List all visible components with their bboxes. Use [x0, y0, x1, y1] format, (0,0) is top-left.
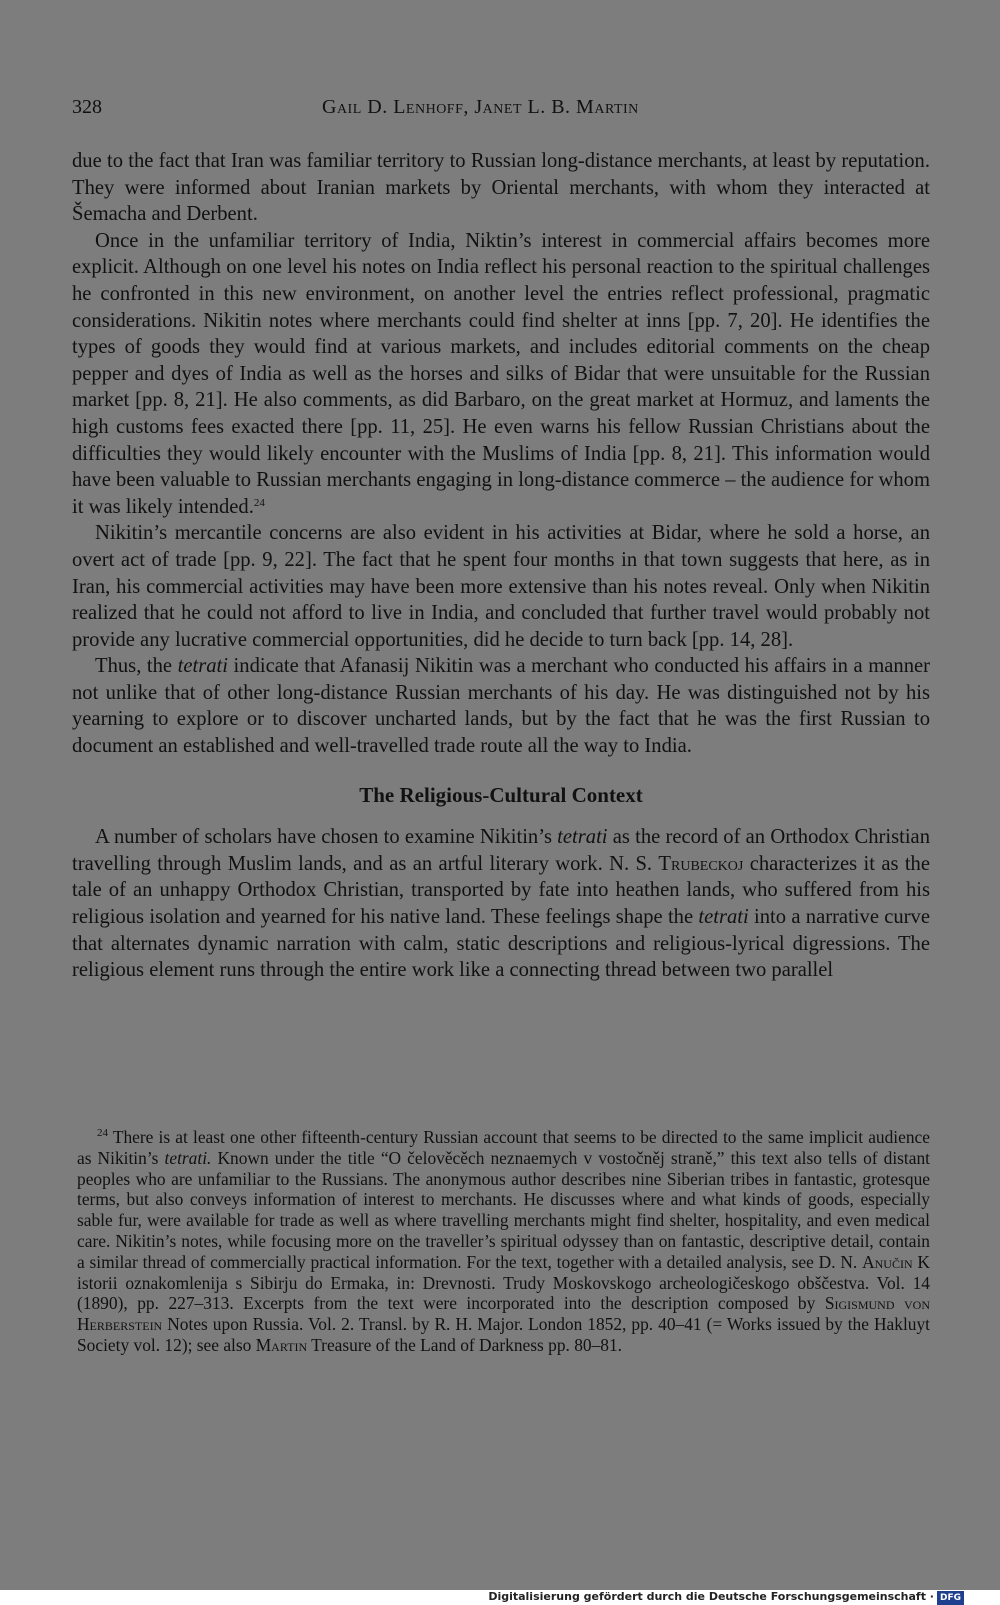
- footnote-text-1: There is at least one other fifteenth-century Russian account that seems to be directed to the same implicit audience as Nikitin’s: [77, 1127, 930, 1168]
- running-head: Gail D. Lenhoff, Janet L. B. Martin: [322, 96, 639, 118]
- paragraph-5-text-b: as the record of an Orthodox Christian travelling through Muslim lands, and as an artful literary work. N. S.: [72, 826, 930, 875]
- dfg-logo: DFG: [937, 1591, 964, 1605]
- footnote-number: 24: [97, 1127, 108, 1139]
- footnote-text-4: Notes upon Russia. Vol. 2. Transl. by R. H. Major. London 1852, pp. 40–41 (= Works issued by the Hakluyt Society vol. 12); see also: [77, 1314, 930, 1355]
- page-header: [72, 96, 928, 126]
- paragraph-2-text: Once in the unfamiliar territory of India, Niktin’s interest in commercial affairs becomes more explicit. Although on one level his notes on India reflect his personal reaction to the spiritual challenges he confronted in this new environment, on another level the entries reflect professional, pragmatic considerations. Nikitin notes where merchants could find shelter at inns [pp. 7, 20]. He identifies the types of goods they would find at various markets, and includes editorial comments on the cheap pepper and dyes of India as well as the horses and silks of Bidar that were unsuitable for the Russian market [pp. 8, 21]. He also comments, as did Barbaro, on the great market at Hormuz, and laments the high customs fees exacted there [pp. 11, 25]. He even warns his fellow Russian Christians about the difficulties they would likely encounter with the Muslims of India [pp. 8, 21]. This information would have been valuable to Russian merchants engaging in long-distance commerce – the audience for whom it was likely intended.: [72, 229, 930, 518]
- paragraph-5-italic-2: tetrati: [698, 906, 749, 929]
- paragraph-4-text-a: Thus, the: [95, 655, 178, 678]
- footnote-text-5: Treasure of the Land of Darkness pp. 80–81.: [307, 1334, 623, 1355]
- footnote-author-anucin: Anučin: [862, 1251, 913, 1272]
- paragraph-5: [72, 824, 930, 984]
- paragraph-4-italic: tetrati: [177, 655, 228, 678]
- page-number: 328: [72, 96, 102, 118]
- paragraph-5-italic-1: tetrati: [557, 826, 608, 849]
- footnote-text-2: Known under the title “O čelověcěch neznaemych v vostočněj straně,” this text also tells of distant peoples who are unfamiliar to the Russians. The anonymous author describes nine Siberian tribes in fantastic, grotesque terms, but also conveys information of interest to merchants. He discusses where and what kinds of goods, especially sable fur, were available for trade as well as where travelling merchants might find shelter, hospitality, and even medical care. Nikitin’s notes, while focusing more on the traveller’s spiritual odyssey than on fantastic, descriptive detail, contain a similar thread of commercially practical information. For the text, together with a detailed analysis, see D. N.: [77, 1147, 931, 1272]
- paragraph-2: [72, 228, 930, 521]
- footnote-text-3: K istorii oznakomlenija s Sibirju do Ermaka, in: Drevnosti. Trudy Moskovskogo archeologičeskogo obščestva. Vol. 14 (1890), pp. 227–313. Excerpts from the text were incorporated into the description composed by: [77, 1251, 930, 1314]
- footnote-24: [77, 1127, 930, 1356]
- paragraph-5-text-c: characterizes it as the tale of an unhappy Orthodox Christian, transported by fate into heathen lands, who suffered from his religious isolation and yearned for his native land. These feelings shape the: [72, 852, 930, 929]
- paragraph-5-author-name: Trubeckoj: [658, 852, 744, 875]
- credit-text: Digitalisierung gefördert durch die Deutsche Forschungsgemeinschaft ·: [488, 1590, 934, 1603]
- footnote-italic: tetrati.: [164, 1147, 212, 1168]
- paragraph-5-text-d: into a narrative curve that alternates dynamic narration with calm, static descriptions and religious-lyrical digressions. The religious element runs through the entire work like a connecting thread between two parallel: [72, 906, 930, 982]
- paragraph-4-text-b: indicate that Afanasij Nikitin was a merchant who conducted his affairs in a manner not unlike that of other long-distance Russian merchants of his day. He was distinguished not by his yearning to explore or to discover uncharted lands, but by the fact that he was the first Russian to document an established and well-travelled trade route all the way to India.: [72, 655, 931, 758]
- paragraph-1: due to the fact that Iran was familiar territory to Russian long-distance merchants, at least by reputation. They were informed about Iranian markets by Oriental merchants, with whom they interacted at Šemacha and Derbent.: [72, 150, 930, 226]
- body-text: [72, 148, 930, 984]
- footnote-author-herberstein: Sigismund von Herberstein: [77, 1293, 930, 1335]
- section-heading: The Religious-Cultural Context: [359, 782, 643, 807]
- footnote-author-martin: Martin: [255, 1334, 308, 1355]
- footnote-ref-24[interactable]: 24: [253, 496, 265, 509]
- paragraph-3: Nikitin’s mercantile concerns are also evident in his activities at Bidar, where he sold a horse, an overt act of trade [pp. 9, 22]. The fact that he spent four months in that town suggests that here, as in Iran, his commercial activities may have been more extensive than his notes reveal. Only when Nikitin realized that he could not afford to live in India, and concluded that further travel would probably not provide any lucrative commercial opportunities, did he decide to turn back [pp. 14, 28].: [72, 522, 930, 651]
- paragraph-4: [72, 653, 930, 759]
- paragraph-5-text-a: A number of scholars have chosen to examine Nikitin’s: [95, 826, 558, 849]
- digitization-credit: [488, 1590, 964, 1605]
